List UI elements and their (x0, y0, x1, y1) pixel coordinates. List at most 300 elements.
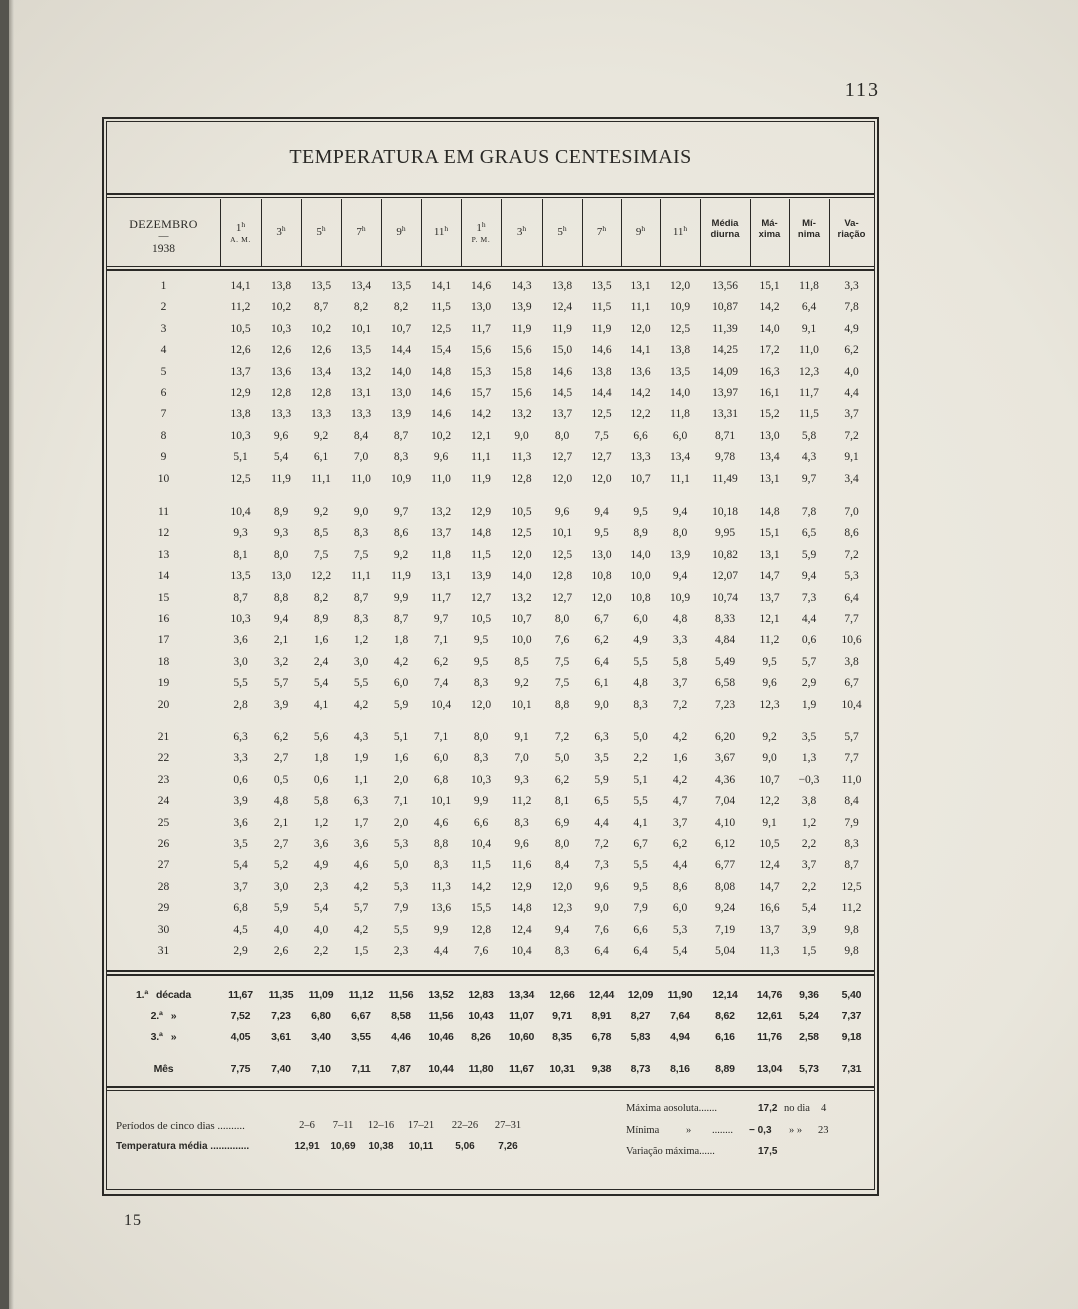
temperature-value: 8,0 (273, 549, 289, 561)
temperature-value: 13,4 (310, 366, 332, 378)
temperature-value: 9,4 (801, 570, 817, 582)
temperature-value: 12,0 (591, 592, 612, 604)
header-period: A. M. (230, 235, 251, 244)
temperature-value: 6,3 (353, 795, 369, 807)
period-range: 2–6 (299, 1120, 315, 1131)
temperature-value: 14,4 (591, 387, 612, 399)
temperature-value: 11,5 (431, 301, 451, 313)
temperature-value: 1,1 (353, 774, 369, 786)
temperature-value: 1,3 (801, 752, 817, 764)
temperature-value: 16,3 (759, 366, 780, 378)
header-hour (660, 225, 700, 239)
temperature-value: 3,6 (233, 817, 248, 829)
temperature-value: 14,0 (669, 387, 691, 399)
temperature-value: 6,1 (594, 677, 609, 689)
temperature-value: 10,0 (511, 634, 532, 646)
summary-value: 7,11 (351, 1063, 371, 1075)
temperature-value: 13,9 (470, 570, 492, 582)
summary-value: 11,90 (667, 989, 693, 1001)
temperature-value: 8,33 (714, 613, 736, 625)
summary-value: 14,76 (756, 989, 783, 1001)
absolute-maximum-day: 4 (821, 1103, 827, 1114)
temperature-value: 8,6 (844, 527, 859, 539)
temperature-value: 1,2 (313, 817, 329, 829)
temperature-value: 1,6 (672, 752, 688, 764)
header-hour-number: 3 (276, 226, 282, 238)
temperature-value: 12,0 (551, 473, 573, 485)
temperature-value: 12,5 (591, 408, 612, 420)
absolute-minimum-dots: ........ (712, 1125, 733, 1136)
temperature-value: 5,8 (672, 656, 688, 668)
temperature-value: 10,3 (470, 774, 492, 786)
day-number: 22 (157, 752, 170, 764)
temperature-value: 8,9 (273, 506, 289, 518)
temperature-value: 11,5 (591, 301, 612, 313)
temperature-value: 9,0 (762, 752, 777, 764)
temperature-value: 10,1 (350, 323, 372, 335)
temperature-value: 9,7 (801, 473, 817, 485)
temperature-value: 3,0 (233, 656, 248, 668)
temperature-value: 5,9 (393, 699, 409, 711)
temperature-value: 4,4 (433, 945, 449, 957)
temperature-value: 10,6 (841, 634, 862, 646)
header-stat-line2: riação (837, 229, 866, 240)
temperature-value: 11,9 (471, 473, 491, 485)
temperature-value: 11,1 (351, 570, 371, 582)
summary-value: 3,55 (351, 1031, 371, 1043)
day-number: 3 (160, 323, 167, 335)
temperature-value: 12,6 (310, 344, 332, 356)
temperature-value: 4,84 (714, 634, 736, 646)
summary-value: 10,46 (428, 1031, 454, 1043)
header-hour-cell (582, 200, 621, 266)
temperature-value: 15,2 (759, 408, 780, 420)
temperature-value: 10,87 (712, 301, 738, 313)
temperature-value: 5,3 (393, 838, 409, 850)
summary-value: 12,66 (549, 989, 575, 1001)
header-stat-line1: Va- (844, 218, 859, 229)
temperature-value: 11,2 (841, 902, 862, 914)
temperature-value: 4,2 (672, 774, 688, 786)
temperature-value: 15,8 (511, 366, 532, 378)
summary-value: 11,56 (388, 989, 414, 1001)
summary-value: 8,89 (715, 1063, 735, 1075)
temperature-value: 3,5 (233, 838, 248, 850)
table-rule (107, 1090, 874, 1091)
temperature-value: 9,2 (313, 506, 329, 518)
temperature-value: 9,9 (473, 795, 489, 807)
summary-value: 7,10 (311, 1063, 331, 1075)
temperature-value: 11,49 (712, 473, 738, 485)
summary-value: 11,67 (509, 1063, 534, 1075)
temperature-value: 5,7 (844, 731, 859, 743)
temperature-value: 4,2 (353, 881, 369, 893)
temperature-value: 8,3 (393, 451, 409, 463)
temperature-value: 14,8 (511, 902, 532, 914)
temperature-value: 8,8 (433, 838, 449, 850)
day-number: 2 (160, 301, 167, 313)
temperature-value: 17,2 (759, 344, 780, 356)
temperature-value: 6,2 (844, 344, 859, 356)
temperature-value: 10,9 (390, 473, 412, 485)
temperature-value: 5,4 (313, 902, 329, 914)
temperature-value: 7,8 (801, 506, 817, 518)
header-hour-number: 5 (316, 226, 322, 238)
temperature-value: 10,3 (230, 430, 251, 442)
temperature-value: 8,8 (554, 699, 570, 711)
day-number: 19 (157, 677, 170, 689)
temperature-value: 13,0 (591, 549, 612, 561)
temperature-value: 2,0 (393, 774, 409, 786)
period-range: 7–11 (332, 1120, 354, 1131)
summary-value: 5,40 (841, 989, 862, 1001)
summary-label-text: Mês (153, 1063, 174, 1075)
temperature-value: 8,6 (393, 527, 409, 539)
summary-label-word: » (170, 1010, 177, 1022)
temperature-value: 8,0 (473, 731, 489, 743)
temperature-value: 15,1 (759, 527, 780, 539)
temperature-value: 5,5 (353, 677, 369, 689)
header-hour-suffix: h (321, 224, 326, 233)
temperature-value: 9,6 (514, 838, 529, 850)
header-hour-cell (421, 200, 461, 266)
header-hour-cell (461, 200, 501, 266)
temperature-value: 13,6 (430, 902, 452, 914)
summary-value: 11,07 (509, 1010, 534, 1022)
temperature-value: 1,6 (313, 634, 329, 646)
temperature-value: 13,2 (511, 592, 532, 604)
temperature-value: 2,4 (313, 656, 329, 668)
day-number: 1 (160, 280, 167, 292)
temperature-value: 9,6 (273, 430, 289, 442)
summary-value: 12,14 (712, 989, 738, 1001)
temperature-value: 7,3 (594, 859, 609, 871)
absolute-maximum-value: 17,2 (758, 1103, 778, 1114)
temperature-value: 6,2 (273, 731, 289, 743)
temperature-value: 16,1 (759, 387, 780, 399)
temperature-value: 9,1 (844, 451, 859, 463)
temperature-value: 13,4 (669, 451, 691, 463)
temperature-value: 11,8 (431, 549, 451, 561)
temperature-value: 5,7 (801, 656, 817, 668)
temperature-value: 14,0 (390, 366, 412, 378)
day-number: 20 (157, 699, 170, 711)
temperature-value: 15,4 (430, 344, 452, 356)
temperature-value: 5,6 (313, 731, 329, 743)
temperature-value: 4,6 (353, 859, 369, 871)
table-rule (107, 266, 874, 267)
summary-value: 12,83 (468, 989, 494, 1001)
day-number: 31 (157, 945, 170, 957)
header-hour-number: 7 (596, 226, 603, 238)
temperature-value: 5,9 (273, 902, 289, 914)
temperature-value: 13,5 (310, 280, 332, 292)
temperature-value: 9,1 (514, 731, 529, 743)
temperature-value: 12,5 (230, 473, 251, 485)
temperature-value: 6,58 (714, 677, 736, 689)
summary-value: 5,83 (630, 1031, 651, 1043)
period-mean: 10,11 (408, 1141, 434, 1152)
temperature-value: 13,4 (350, 280, 372, 292)
day-number: 30 (157, 924, 170, 936)
temperature-value: 12,8 (270, 387, 292, 399)
temperature-value: 11,3 (511, 451, 532, 463)
temperature-value: 8,3 (353, 613, 369, 625)
summary-value: 8,26 (471, 1031, 491, 1043)
header-hour-suffix: h (281, 224, 286, 233)
temperature-value: 5,1 (633, 774, 648, 786)
temperature-value: 10,74 (712, 592, 738, 604)
temperature-value: 10,18 (712, 506, 738, 518)
temperature-value: 11,8 (799, 280, 819, 292)
temperature-value: 7,5 (353, 549, 369, 561)
temperature-value: 13,5 (230, 570, 251, 582)
temperature-value: 13,2 (350, 366, 372, 378)
temperature-value: 8,3 (353, 527, 369, 539)
temperature-value: 11,7 (799, 387, 819, 399)
temperature-value: 9,6 (554, 506, 570, 518)
summary-value: 9,38 (591, 1063, 612, 1075)
temperature-value: 13,9 (390, 408, 412, 420)
period-range: 27–31 (494, 1120, 522, 1131)
temperature-value: 13,31 (712, 408, 738, 420)
temperature-value: 9,3 (273, 527, 289, 539)
temperature-value: 9,0 (594, 699, 609, 711)
summary-value: 12,61 (756, 1010, 783, 1022)
temperature-value: 9,9 (393, 592, 409, 604)
temperature-value: 12,7 (470, 592, 492, 604)
temperature-value: 8,7 (393, 430, 409, 442)
temperature-value: 12,8 (470, 924, 492, 936)
temperature-value: 11,9 (552, 323, 572, 335)
summary-value: 3,61 (271, 1031, 291, 1043)
maximum-range-label: Variação máxima...... (626, 1146, 715, 1157)
temperature-value: 1,8 (393, 634, 409, 646)
temperature-value: 8,7 (844, 859, 859, 871)
summary-value: 5,73 (799, 1063, 819, 1075)
temperature-value: 12,9 (470, 506, 492, 518)
temperature-value: 7,5 (594, 430, 609, 442)
temperature-value: 6,7 (633, 838, 648, 850)
temperature-value: 11,3 (759, 945, 780, 957)
summary-value: 11,76 (757, 1031, 782, 1043)
header-hour-cell (542, 200, 582, 266)
header-stat-cell (789, 200, 829, 266)
temperature-value: 9,9 (433, 924, 449, 936)
header-period: P. M. (471, 235, 491, 244)
temperature-value: 10,7 (511, 613, 532, 625)
temperature-value: 9,7 (393, 506, 409, 518)
temperature-value: 3,67 (714, 752, 736, 764)
temperature-value: 5,4 (233, 859, 248, 871)
temperature-value: 14,2 (470, 881, 492, 893)
header-hour-cell (381, 200, 421, 266)
temperature-value: 6,1 (313, 451, 329, 463)
temperature-value: 6,0 (672, 430, 688, 442)
temperature-value: 14,7 (759, 570, 780, 582)
temperature-value: 3,9 (273, 699, 289, 711)
header-hour-suffix: h (562, 224, 567, 233)
temperature-value: 4,1 (313, 699, 329, 711)
temperature-value: 6,8 (433, 774, 449, 786)
temperature-value: 10,82 (712, 549, 738, 561)
absolute-maximum-day-text: no dia (784, 1103, 810, 1114)
temperature-value: 8,3 (554, 945, 570, 957)
temperature-value: 6,20 (714, 731, 736, 743)
temperature-value: 13,3 (630, 451, 651, 463)
summary-value: 11,67 (228, 989, 253, 1001)
temperature-value: 10,4 (511, 945, 532, 957)
temperature-value: 6,2 (554, 774, 570, 786)
temperature-value: 2,2 (313, 945, 329, 957)
header-hour-suffix: h (241, 220, 246, 229)
temperature-value: 14,3 (511, 280, 532, 292)
table-rule (107, 974, 874, 976)
day-number: 16 (157, 613, 170, 625)
summary-value: 11,09 (308, 989, 334, 1001)
summary-value: 8,27 (630, 1010, 651, 1022)
temperature-value: 13,7 (759, 592, 780, 604)
temperature-value: 4,2 (353, 699, 369, 711)
temperature-value: 14,6 (430, 387, 452, 399)
temperature-value: 5,4 (273, 451, 289, 463)
summary-value: 13,34 (508, 989, 535, 1001)
temperature-value: 8,5 (313, 527, 329, 539)
period-mean: 10,38 (368, 1141, 394, 1152)
temperature-value: 10,8 (630, 592, 651, 604)
temperature-value: 6,4 (633, 945, 648, 957)
header-hour (381, 225, 421, 239)
temperature-value: 8,3 (514, 817, 529, 829)
temperature-value: 10,5 (511, 506, 532, 518)
temperature-value: 10,4 (430, 699, 452, 711)
temperature-value: 4,8 (672, 613, 688, 625)
temperature-value: 9,2 (514, 677, 529, 689)
temperature-value: 11,1 (670, 473, 690, 485)
header-hour-number: 5 (557, 226, 563, 238)
temperature-value: 8,6 (672, 881, 688, 893)
day-number: 29 (157, 902, 170, 914)
day-number: 27 (157, 859, 170, 871)
temperature-value: 12,2 (310, 570, 332, 582)
header-stat-cell (750, 200, 789, 266)
temperature-value: 4,9 (633, 634, 648, 646)
temperature-value: 11,9 (271, 473, 291, 485)
temperature-value: 1,9 (801, 699, 817, 711)
mean-temperature-label: Temperatura média .............. (116, 1141, 250, 1152)
summary-label (107, 1059, 220, 1079)
summary-value: 4,05 (230, 1031, 251, 1043)
temperature-value: 7,9 (633, 902, 648, 914)
temperature-value: 7,0 (844, 506, 859, 518)
summary-value: 10,31 (549, 1063, 575, 1075)
temperature-value: 4,3 (353, 731, 369, 743)
temperature-value: 5,49 (714, 656, 736, 668)
temperature-value: 5,7 (273, 677, 289, 689)
temperature-value: 2,8 (233, 699, 248, 711)
temperature-value: 3,0 (353, 656, 369, 668)
header-hour-number: 9 (635, 226, 642, 238)
temperature-value: 9,7 (433, 613, 449, 625)
temperature-value: 13,8 (230, 408, 251, 420)
day-number: 6 (160, 387, 167, 399)
temperature-value: 9,0 (353, 506, 369, 518)
summary-value: 9,36 (799, 989, 819, 1001)
temperature-value: 4,36 (714, 774, 736, 786)
temperature-value: 1,5 (353, 945, 369, 957)
temperature-value: 3,7 (844, 408, 859, 420)
temperature-value: 10,9 (669, 301, 691, 313)
summary-value: 13,04 (756, 1063, 783, 1075)
temperature-value: 3,3 (233, 752, 248, 764)
temperature-value: 4,4 (672, 859, 688, 871)
table-rule (107, 193, 874, 195)
temperature-value: 11,1 (471, 451, 491, 463)
temperature-value: 8,2 (353, 301, 369, 313)
summary-value: 9,71 (552, 1010, 572, 1022)
temperature-value: 5,7 (353, 902, 369, 914)
temperature-value: 6,2 (672, 838, 688, 850)
temperature-value: 13,1 (430, 570, 452, 582)
temperature-value: −0,3 (798, 774, 820, 786)
temperature-value: 5,0 (393, 859, 409, 871)
temperature-value: 10,5 (230, 323, 251, 335)
temperature-value: 11,3 (431, 881, 451, 893)
absolute-minimum-day-ditto: » » (789, 1125, 803, 1136)
header-hour-cell (341, 200, 381, 266)
header-hour-suffix: h (683, 224, 688, 233)
temperature-value: 15,0 (551, 344, 573, 356)
temperature-value: 3,6 (313, 838, 329, 850)
temperature-value: 12,0 (470, 699, 492, 711)
temperature-value: 7,1 (433, 731, 449, 743)
header-stat-line1: Má- (761, 218, 778, 229)
temperature-value: 4,2 (353, 924, 369, 936)
temperature-value: 1,6 (393, 752, 409, 764)
temperature-value: 11,5 (471, 549, 491, 561)
absolute-minimum-label: Mínima (626, 1125, 660, 1136)
temperature-value: 13,5 (669, 366, 691, 378)
summary-value: 13,52 (428, 989, 454, 1001)
temperature-value: 8,3 (433, 859, 449, 871)
temperature-value: 13,0 (759, 430, 780, 442)
temperature-value: 13,8 (669, 344, 691, 356)
summary-value: 4,94 (670, 1031, 690, 1043)
day-number: 7 (160, 408, 167, 420)
temperature-value: 3,4 (844, 473, 859, 485)
header-hour-suffix: h (444, 224, 449, 233)
temperature-value: 9,1 (801, 323, 817, 335)
temperature-value: 4,5 (233, 924, 248, 936)
temperature-value: 7,2 (594, 838, 609, 850)
temperature-value: 1,9 (353, 752, 369, 764)
temperature-value: 10,5 (759, 838, 780, 850)
day-number: 10 (157, 473, 170, 485)
temperature-value: 14,4 (390, 344, 412, 356)
temperature-value: 11,9 (591, 323, 612, 335)
temperature-value: 13,7 (430, 527, 452, 539)
temperature-value: 9,2 (393, 549, 409, 561)
temperature-value: 4,6 (433, 817, 449, 829)
temperature-value: 8,7 (393, 613, 409, 625)
temperature-value: 5,9 (594, 774, 609, 786)
day-number: 23 (157, 774, 170, 786)
temperature-value: 9,24 (714, 902, 736, 914)
temperature-value: 1,8 (313, 752, 329, 764)
temperature-value: 11,8 (670, 408, 690, 420)
summary-value: 11,80 (468, 1063, 494, 1075)
summary-value: 6,16 (715, 1031, 735, 1043)
